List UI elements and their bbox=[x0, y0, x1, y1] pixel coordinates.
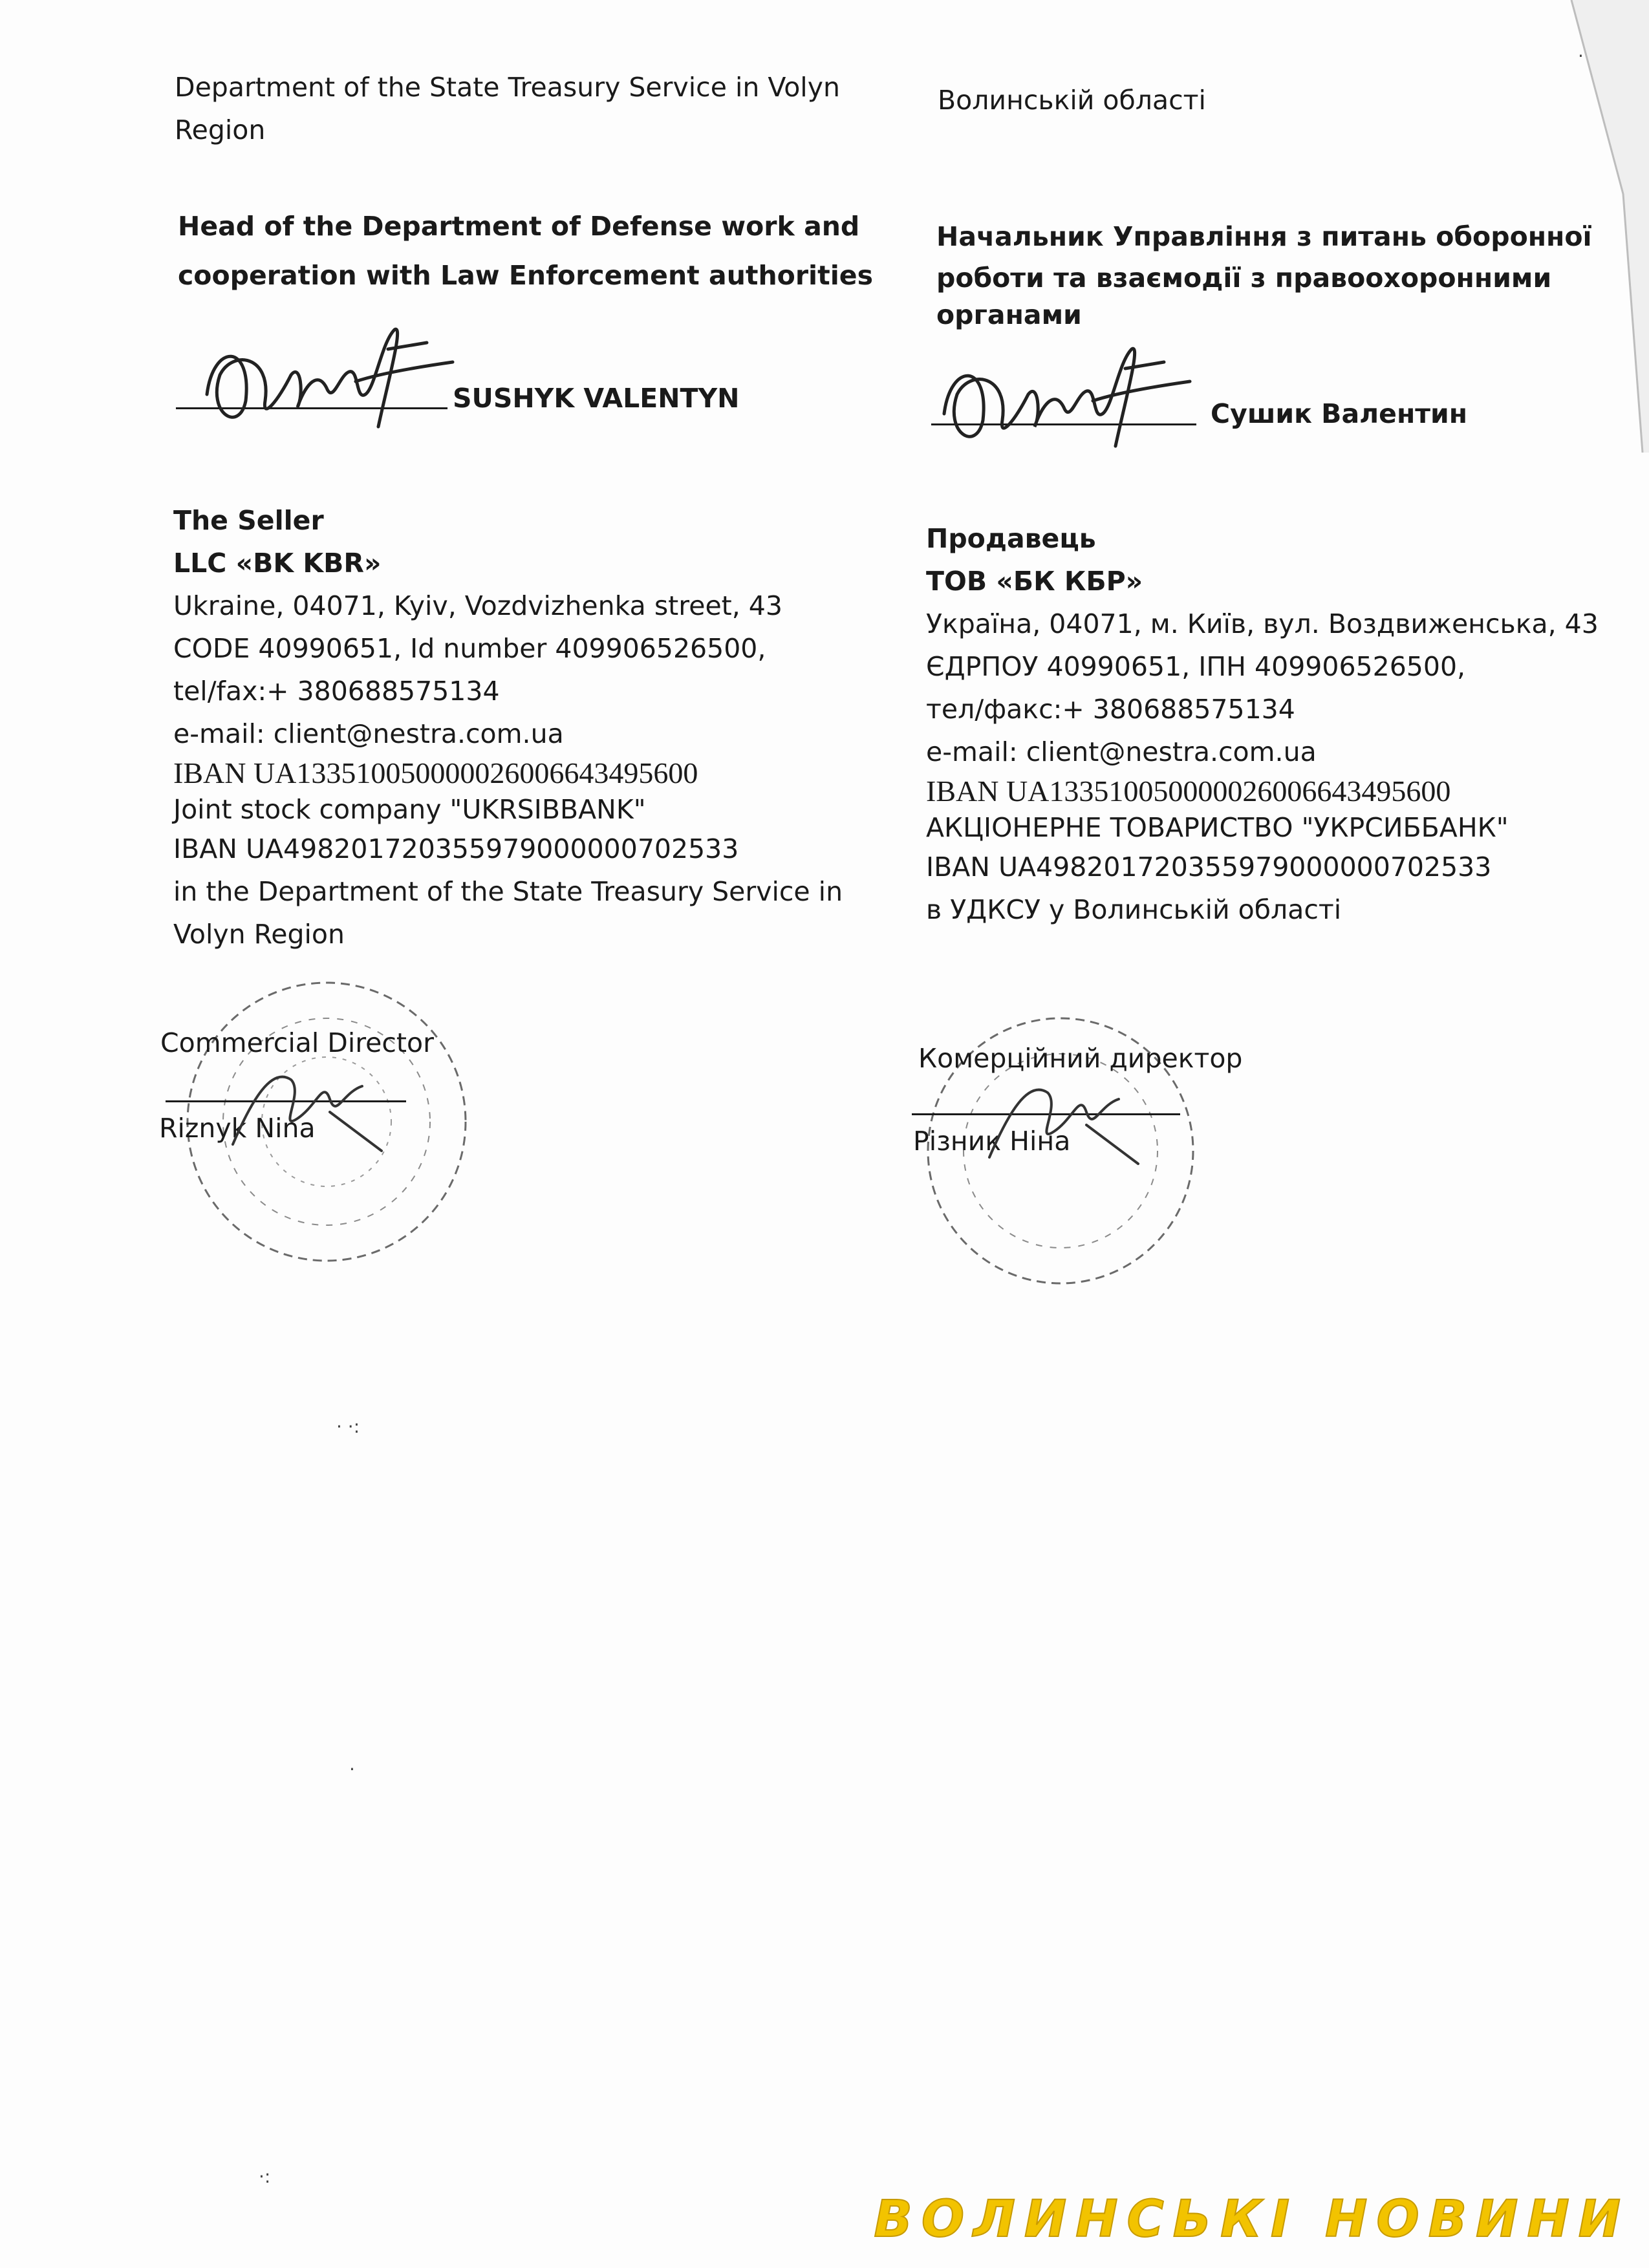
head-name: SUSHYK VALENTYN bbox=[453, 383, 740, 414]
treasury-bank-line: Volyn Region bbox=[173, 919, 345, 950]
treasury-bank-line: в УДКСУ у Волинській області bbox=[926, 894, 1342, 925]
scan-speck: · ·: bbox=[336, 1416, 360, 1437]
left-seller-block bbox=[173, 499, 852, 956]
left-head-name bbox=[453, 377, 740, 420]
head-title-line: Начальник Управління з питань оборонної bbox=[936, 221, 1592, 252]
scan-speck: · bbox=[1578, 45, 1584, 67]
iban-2: IBAN UA498201720355979000000702533 bbox=[926, 851, 1492, 883]
left-treasury-header bbox=[175, 66, 840, 151]
scan-speck: · bbox=[349, 1759, 355, 1780]
left-head-block bbox=[178, 202, 873, 300]
iban-1: IBAN UA133510050000026006643495600 bbox=[173, 756, 698, 789]
director-name: Riznyk Nina bbox=[159, 1113, 316, 1144]
head-title-line: Head of the Department of Defense work and bbox=[178, 211, 860, 242]
news-watermark: ВОЛИНСЬКІ НОВИНИ bbox=[874, 2190, 1630, 2249]
right-head-name bbox=[1211, 392, 1467, 435]
left-column bbox=[175, 66, 840, 151]
signature-sushyk bbox=[931, 323, 1203, 465]
scan-speck: ·: bbox=[259, 2166, 271, 2187]
company-email: e-mail: client@nestra.com.ua bbox=[173, 718, 564, 749]
company-address: Ukraine, 04071, Kyiv, Vozdvizhenka street, 43 bbox=[173, 590, 782, 621]
company-address: Україна, 04071, м. Київ, вул. Воздвиженська, 43 bbox=[926, 608, 1599, 639]
right-head-block bbox=[936, 215, 1592, 332]
treasury-bank-line: in the Department of the State Treasury Service in bbox=[173, 876, 843, 907]
company-code: CODE 40990651, Id number 409906526500, bbox=[173, 633, 766, 664]
company-phone: тел/факс:+ 380688575134 bbox=[926, 694, 1295, 725]
bank-name: Joint stock company "UKRSIBBANK" bbox=[173, 794, 646, 825]
company-name: LLC «BK KBR» bbox=[173, 548, 382, 579]
signature-riznyk bbox=[970, 1054, 1164, 1183]
seller-label: The Seller bbox=[173, 505, 324, 536]
head-title-line: cooperation with Law Enforcement authorities bbox=[178, 260, 873, 291]
text-line: Волинській області bbox=[938, 85, 1206, 116]
company-email: e-mail: client@nestra.com.ua bbox=[926, 736, 1317, 767]
signature-sushyk bbox=[194, 304, 466, 446]
company-phone: tel/fax:+ 380688575134 bbox=[173, 676, 500, 707]
bank-name: АКЦІОНЕРНЕ ТОВАРИСТВО "УКРСИББАНК" bbox=[926, 812, 1509, 843]
company-code: ЄДРПОУ 40990651, ІПН 409906526500, bbox=[926, 651, 1466, 682]
right-seller-block bbox=[926, 517, 1624, 931]
right-treasury-header bbox=[938, 79, 1206, 122]
company-name: ТОВ «БК КБР» bbox=[926, 566, 1143, 597]
director-name: Різник Ніна bbox=[913, 1126, 1071, 1157]
head-name: Сушик Валентин bbox=[1211, 398, 1468, 429]
head-title-line: роботи та взаємодії з правоохоронними bbox=[936, 262, 1552, 294]
iban-2: IBAN UA498201720355979000000702533 bbox=[173, 833, 739, 864]
text-line: Region bbox=[175, 114, 266, 145]
signature-riznyk bbox=[213, 1041, 407, 1170]
iban-1: IBAN UA133510050000026006643495600 bbox=[926, 775, 1451, 808]
text-line: Department of the State Treasury Service in Volyn bbox=[175, 72, 840, 103]
director-title: Commercial Director bbox=[160, 1027, 434, 1058]
director-title: Комерційний директор bbox=[918, 1043, 1243, 1074]
seller-label: Продавець bbox=[926, 523, 1096, 554]
head-title-line: органами bbox=[936, 299, 1082, 330]
